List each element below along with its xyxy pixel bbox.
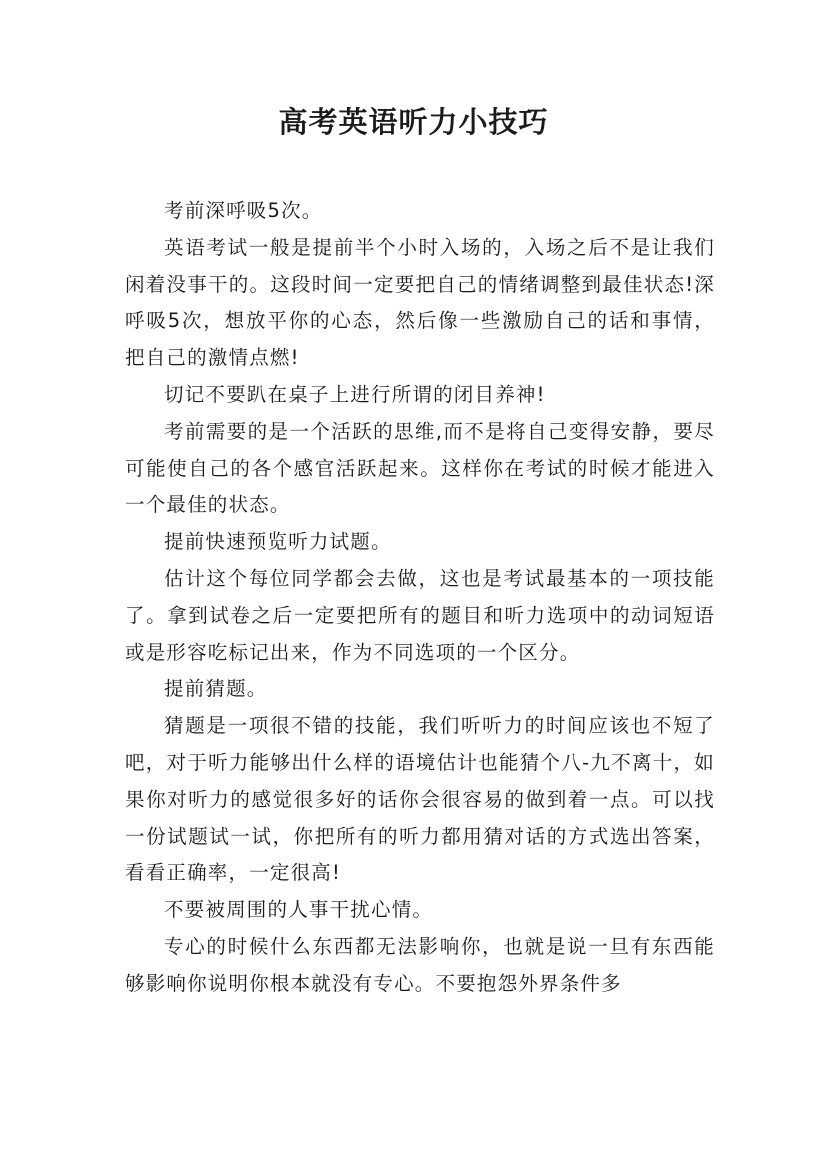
paragraph: 不要被周围的人事干扰心情。 [164,898,434,922]
paragraph: 切记不要趴在桌子上进行所谓的闭目养神! [164,382,546,406]
paragraph: 专心的时候什么东西都无法影响你，也就是说一旦有东西能够影响你说明你根本就没有专心。不要抱怨外界条件多 [125,934,715,995]
paragraph: 考前深呼吸5次。 [164,199,323,222]
paragraph: 提前快速预览听力试题。 [164,530,392,554]
paragraph: 提前猜题。 [164,677,268,701]
paragraph: 考前需要的是一个活跃的思维,而不是将自己变得安静，要尽可能使自己的各个感官活跃起来。这样你在考试的时候才能进入一个最佳的状态。 [125,419,715,517]
paragraph: 估计这个每位同学都会去做，这也是考试最基本的一项技能了。拿到试卷之后一定要把所有的题目和听力选项中的动词短语或是形容吃标记出来，作为不同选项的一个区分。 [125,566,715,664]
paragraph: 猜题是一项很不错的技能，我们听听力的时间应该也不短了吧，对于听力能够出什么样的语境估计也能猜个八-九不离十，如果你对听力的感觉很多好的话你会很容易的做到着一点。可以找一份试题试一试，你把所有的听力都用猜对话的方式选出答案，看看正确率，一定很高! [125,714,715,885]
paragraph: 英语考试一般是提前半个小时入场的，入场之后不是让我们闲着没事干的。这段时间一定要把自己的情绪调整到最佳状态!深呼吸5次，想放平你的心态，然后像一些激励自己的话和事情，把自己的激情点燃! [125,235,715,370]
document-body [125,193,715,1003]
document-title: 高考英语听力小技巧 [278,105,549,139]
